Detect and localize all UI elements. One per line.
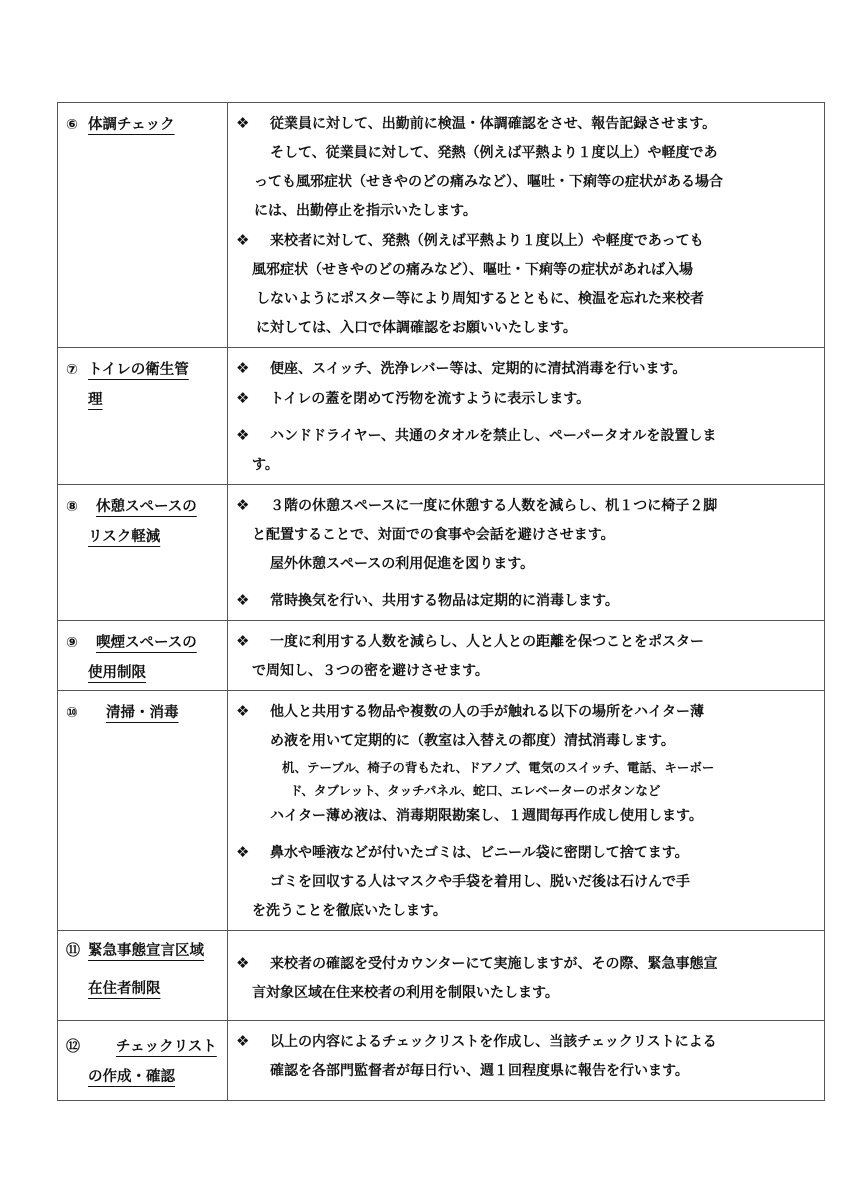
content-line: ハイター薄め液は、消毒期限勘案し、１週間毎再作成し使用します。: [270, 808, 703, 824]
content-line: ３階の休憩スペースに一度に休憩する人数を減らし、机１つに椅子２脚: [270, 498, 718, 514]
bullet-icon: ❖: [236, 114, 250, 132]
content-line: す。: [252, 457, 279, 473]
item-title: 緊急事態宣言区域: [88, 943, 204, 959]
table-row: [58, 691, 825, 931]
content-line: 常時換気を行い、共用する物品は定期的に消毒します。: [270, 593, 619, 609]
bullet-icon: ❖: [236, 359, 250, 377]
item-title: チェックリスト: [116, 1039, 217, 1055]
bullet-icon: ❖: [236, 954, 250, 972]
item-number: ⑦: [66, 362, 78, 378]
bullet-icon: ❖: [236, 231, 250, 249]
bullet-icon: ❖: [236, 843, 250, 861]
item-number: ⑫: [66, 1039, 80, 1055]
content-line: ド、タブレット、タッチパネル、蛇口、エレベーターのボタンなど: [290, 783, 661, 798]
content-line: め液を用いて定期的に（教室は入替えの都度）清拭消毒します。: [270, 733, 675, 749]
content-line: そして、従業員に対して、発熱（例えば平熱より１度以上）や軽度であ: [270, 145, 718, 161]
content-line: で周知し、３つの密を避けさせます。: [252, 663, 489, 679]
item-title-cont: 使用制限: [88, 665, 146, 681]
content-line: 屋外休憩スペースの利用促進を図ります。: [270, 556, 535, 572]
item-title: 清掃・消毒: [106, 705, 179, 721]
content-line: トイレの蓋を閉めて汚物を流すように表示します。: [270, 391, 591, 407]
row-header-10: [58, 691, 228, 931]
row-header-12: [58, 1021, 228, 1101]
content-line: と配置することで、対面での食事や会話を避けさせます。: [252, 527, 615, 543]
table-row: [58, 348, 825, 485]
item-title: 休憩スペースの: [96, 499, 197, 515]
content-line: 机、テーブル、椅子の背もたれ、ドアノブ、電気のスイッチ、電話、キーボー: [282, 760, 715, 775]
content-line: 確認を各部門監督者が毎日行い、週１回程度県に報告を行います。: [270, 1063, 689, 1079]
table-row: [58, 931, 825, 1021]
item-title: 喫煙スペースの: [96, 635, 197, 651]
content-line: 言対象区域在住来校者の利用を制限いたします。: [252, 985, 559, 1001]
content-line: 従業員に対して、出勤前に検温・体調確認をさせ、報告記録させます。: [270, 116, 717, 132]
content-line: 来校者に対して、発熱（例えば平熱より１度以上）や軽度であっても: [270, 233, 704, 249]
row-header-7: [58, 348, 228, 485]
bullet-icon: ❖: [236, 496, 250, 514]
content-line: 風邪症状（せきやのどの痛みなど）、嘔吐・下痢等の症状があれば入場: [252, 262, 693, 278]
bullet-icon: ❖: [236, 632, 250, 650]
bullet-icon: ❖: [236, 1032, 250, 1050]
content-line: しないようにポスター等により周知するとともに、検温を忘れた来校者: [256, 291, 704, 307]
table-row: [58, 485, 825, 621]
bullet-icon: ❖: [236, 591, 250, 609]
item-number: ⑨: [66, 635, 78, 651]
row-content-12: [228, 1021, 825, 1101]
bullet-icon: ❖: [236, 426, 250, 444]
table-row: [58, 1021, 825, 1101]
row-content-9: [228, 621, 825, 691]
content-line: を洗うことを徹底いたします。: [252, 903, 447, 919]
content-line: っても風邪症状（せきやのどの痛みなど）、嘔吐・下痢等の症状がある場合: [254, 174, 723, 190]
row-content-7: [228, 348, 825, 485]
content-line: に対しては、入口で体調確認をお願いいたします。: [256, 320, 577, 336]
safety-measures-table: [57, 102, 825, 1101]
content-line: 他人と共用する物品や複数の人の手が触れる以下の場所をハイター薄: [270, 704, 704, 720]
content-line: には、出勤停止を指示いたします。: [254, 203, 477, 219]
content-line: 便座、スイッチ、洗浄レバー等は、定期的に清拭消毒を行います。: [270, 361, 687, 377]
item-title-cont: 理: [88, 392, 103, 408]
item-number: ⑧: [66, 499, 78, 515]
row-header-6: [58, 103, 228, 348]
bullet-icon: ❖: [236, 702, 250, 720]
item-title-cont: 在住者制限: [88, 981, 161, 997]
row-header-8: [58, 485, 228, 621]
row-content-8: [228, 485, 825, 621]
item-number: ⑩: [66, 705, 78, 721]
content-line: 鼻水や唾液などが付いたゴミは、ビニール袋に密閉して捨てます。: [270, 845, 689, 861]
row-content-10: [228, 691, 825, 931]
content-line: ハンドドライヤー、共通のタオルを禁止し、ペーパータオルを設置しま: [270, 428, 717, 444]
table-row: [58, 103, 825, 348]
table-row: [58, 621, 825, 691]
content-line: 以上の内容によるチェックリストを作成し、当該チェックリストによる: [270, 1034, 717, 1050]
row-header-11: [58, 931, 228, 1021]
row-header-9: [58, 621, 228, 691]
item-title: トイレの衛生管: [88, 362, 189, 378]
bullet-icon: ❖: [236, 389, 250, 407]
content-line: 来校者の確認を受付カウンターにて実施しますが、その際、緊急事態宣: [270, 956, 718, 972]
content-line: 一度に利用する人数を減らし、人と人との距離を保つことをポスター: [270, 634, 704, 650]
item-title: 体調チェック: [88, 117, 175, 133]
row-content-6: [228, 103, 825, 348]
item-number: ⑥: [66, 117, 78, 133]
item-title-cont: の作成・確認: [88, 1069, 175, 1085]
item-number: ⑪: [66, 943, 80, 959]
content-line: ゴミを回収する人はマスクや手袋を着用し、脱いだ後は石けんで手: [270, 874, 690, 890]
row-content-11: [228, 931, 825, 1021]
item-title-cont: リスク軽減: [88, 529, 161, 545]
